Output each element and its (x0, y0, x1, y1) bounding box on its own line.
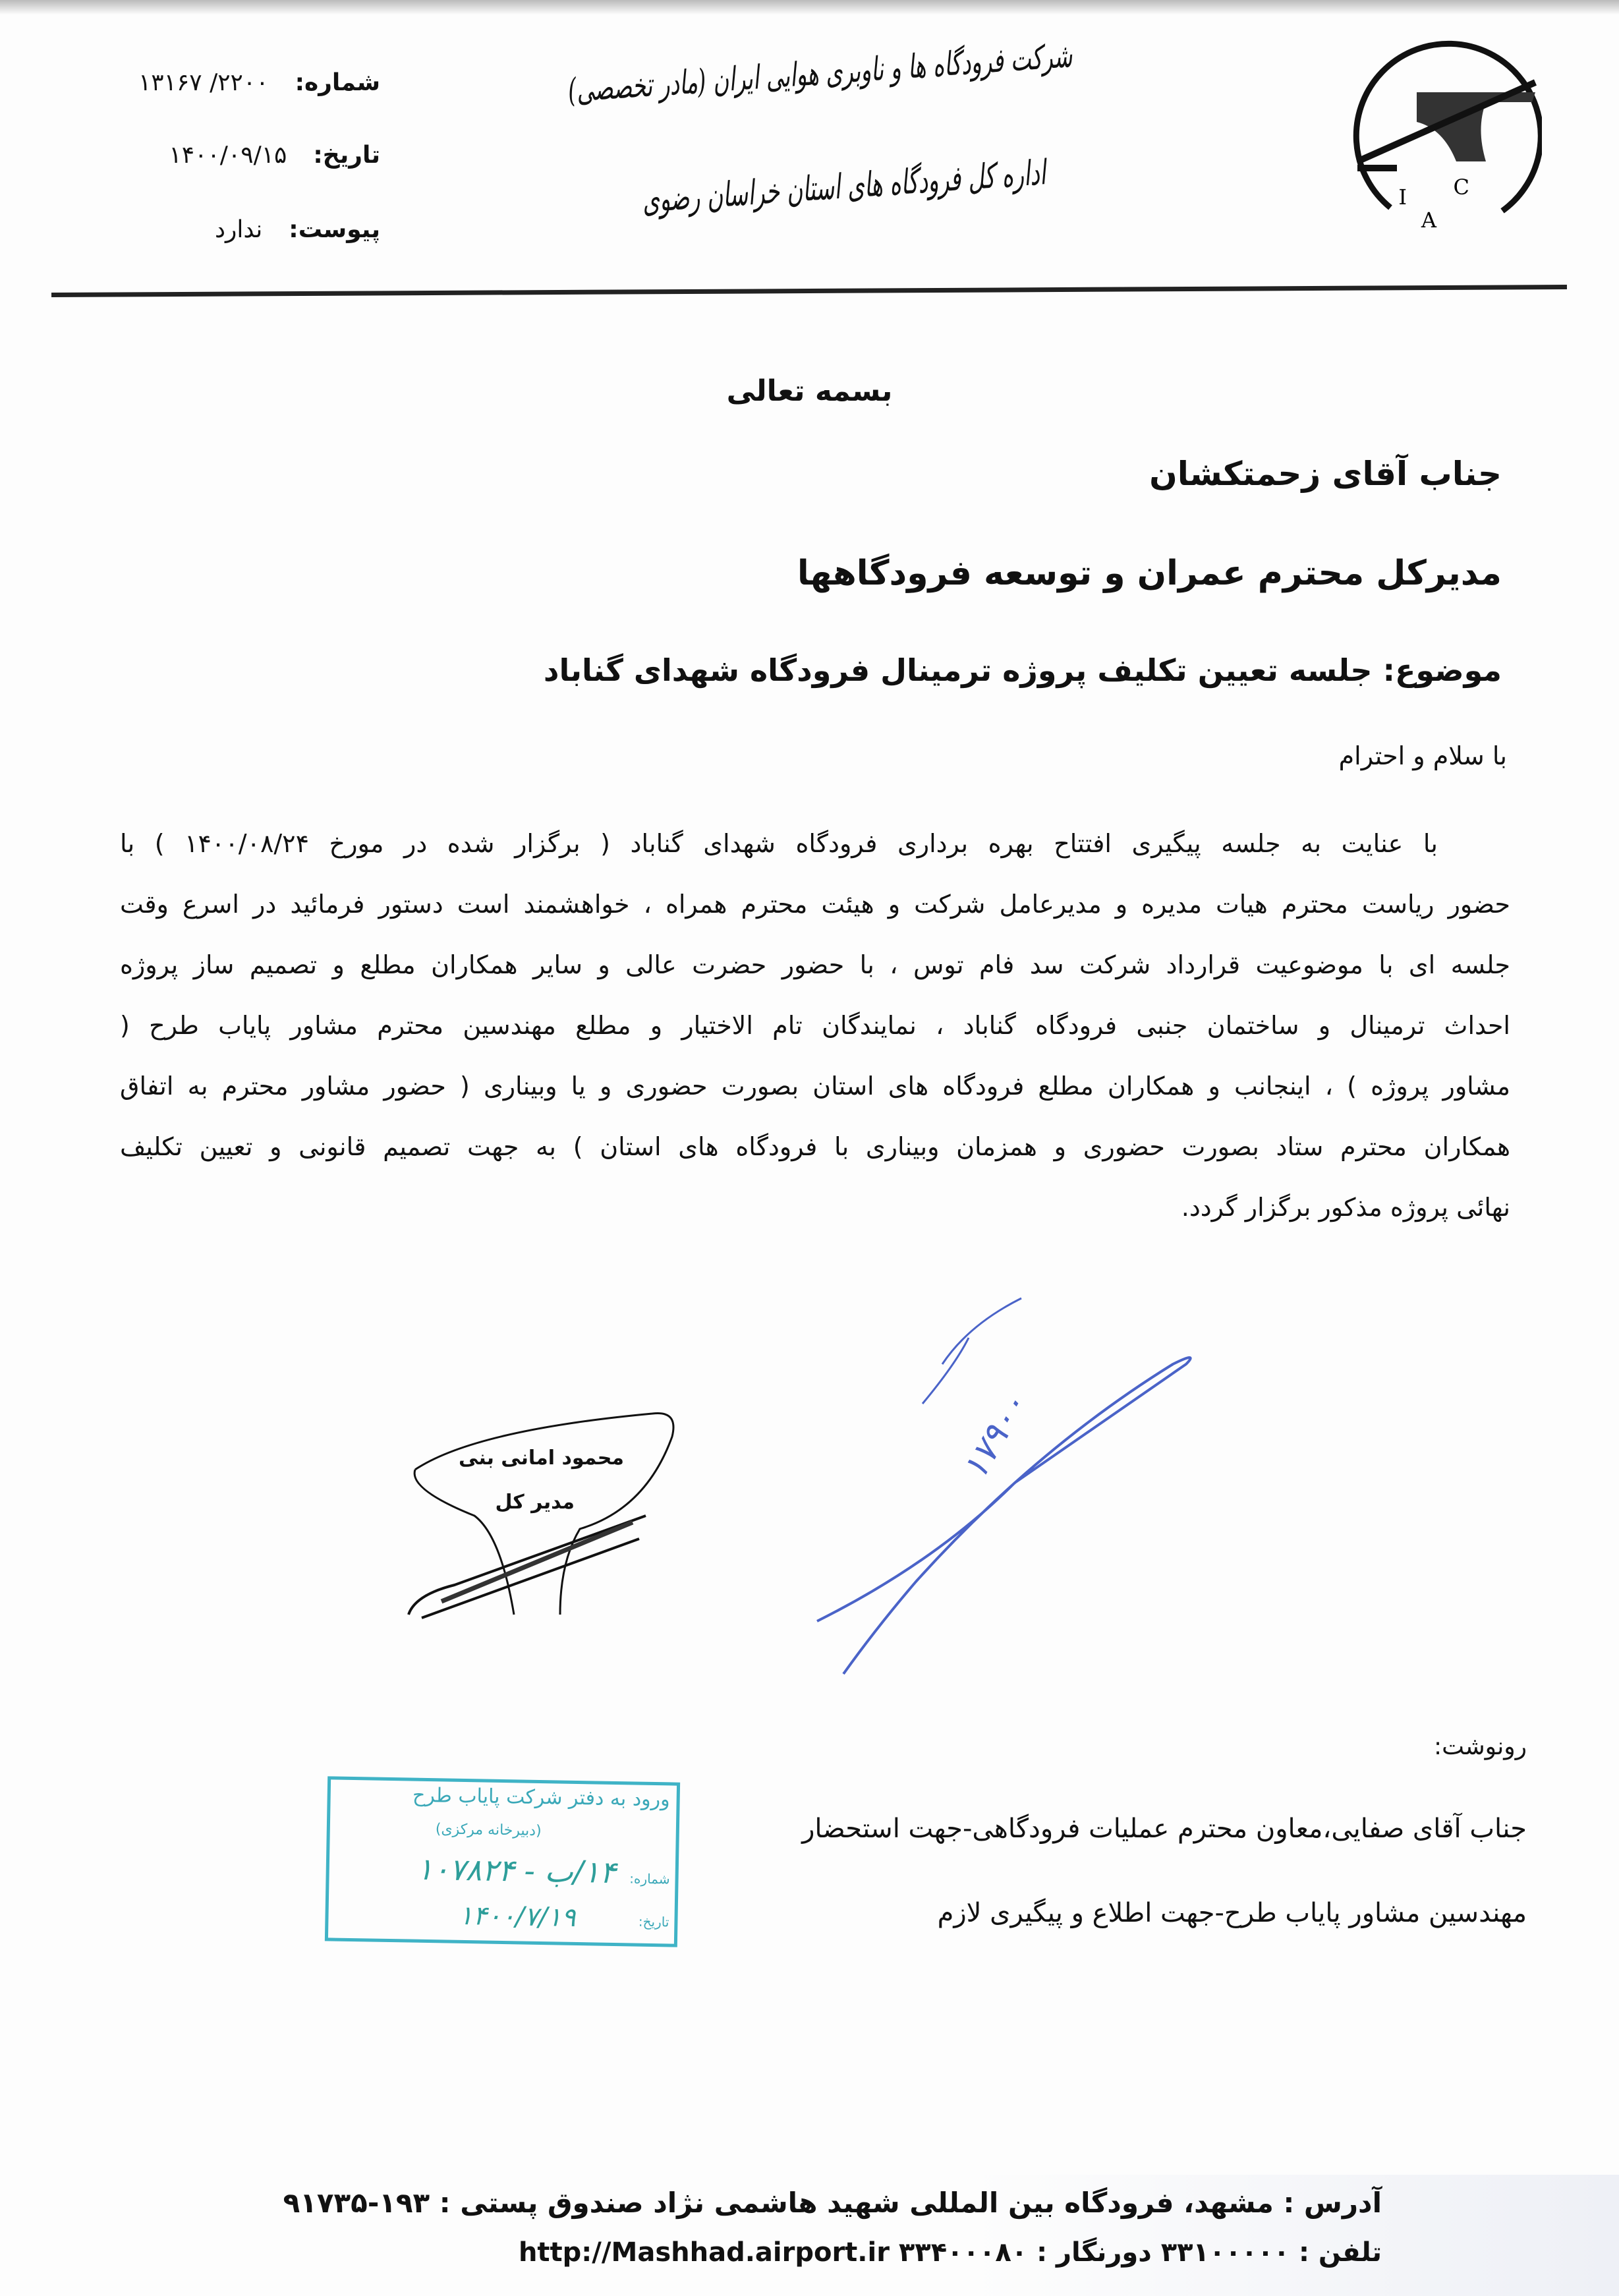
header-divider (51, 285, 1567, 297)
letter-body (120, 824, 1510, 1248)
svg-text:A: A (1421, 208, 1436, 233)
meta-value: ندارد (214, 216, 263, 243)
scan-shadow (0, 0, 1619, 14)
svg-text:I: I (1398, 185, 1407, 210)
subject-line: موضوع: جلسه تعیین تکلیف پروژه ترمینال فرودگاه شهدای گناباد (543, 652, 1502, 688)
letter-attachment (215, 216, 380, 243)
letter-number (138, 69, 380, 96)
received-stamp (325, 1776, 680, 1947)
handwritten-signature-icon (804, 1285, 1212, 1694)
recipient-name: جناب آقای زحمتکشان (1149, 455, 1502, 493)
meta-value: ۲۲۰۰/ ۱۳۱۶۷ (138, 69, 269, 96)
cc-label: رونوشت: (1433, 1733, 1527, 1760)
body-line: جلسه ای با موضوعیت قرارداد شرکت سد فام توس ، با حضور حضرت عالی و سایر همکاران مطلع و تصمیم ساز پروژه (120, 950, 1510, 979)
cc-item: مهندسین مشاور پایاب طرح-جهت اطلاع و پیگیری لازم (937, 1898, 1527, 1928)
body-line: نهائی پروژه مذکور برگزار گردد. (1181, 1193, 1510, 1222)
stamp-subtitle: (دبیرخانه مرکزی) (435, 1821, 542, 1840)
department-name: اداره کل فرودگاه های استان خراسان رضوی (640, 153, 1048, 221)
cc-item: جناب آقای صفایی،معاون محترم عملیات فرودگاهی-جهت استحضار (802, 1814, 1527, 1844)
signatory-name: محمود امانی بنی (458, 1447, 624, 1470)
stamp-date-label: تاریخ: (638, 1913, 669, 1930)
recipient-title: مدیرکل محترم عمران و توسعه فرودگاهها (797, 554, 1502, 593)
company-name: شرکت فرودگاه ها و ناوبری هوایی ایران (مادر تخصصی) (566, 36, 1074, 110)
meta-label: پیوست: (289, 216, 380, 243)
body-line: احداث ترمینال و ساختمان جنبی فرودگاه گناباد ، نمایندگان تام الاختیار و مطلع مهندسین محترم مشاور پایاب طرح ( (120, 1011, 1510, 1040)
handwritten-note: ۱۷۹۰۰ (954, 1387, 1035, 1487)
meta-label: شماره: (295, 69, 380, 96)
footer-address: آدرس : مشهد، فرودگاه بین المللی شهید هاشمی نژاد صندوق پستی : ۱۹۳-۹۱۷۳۵ (283, 2187, 1382, 2219)
stamp-title: ورود به دفتر شرکت پایاب طرح (412, 1783, 670, 1812)
greeting: با سلام و احترام (1338, 741, 1507, 770)
footer-phone: تلفن : ۳۳۱۰۰۰۰۰ دورنگار : ۳۳۴۰۰۰۸۰ http://Mashhad.airport.ir (518, 2237, 1382, 2268)
body-line: همکاران محترم ستاد بصورت حضوری و همزمان وبیناری با فرودگاه های استان ) به جهت تصمیم قانونی و تعیین تکلیف (120, 1132, 1510, 1161)
signatory-title: مدیر کل (495, 1491, 575, 1514)
body-line: با عنایت به جلسه پیگیری افتتاح بهره برداری فرودگاه شهدای گناباد ( برگزار شده در مورخ ۱۴۰۰/۰۸/۲۴ ) با (120, 829, 1438, 858)
svg-text:C: C (1453, 175, 1469, 200)
body-line: مشاور پروژه ) ، اینجانب و همکاران مطلع فرودگاه های استان بصورت حضوری و یا وبیناری ( حضور مشاور محترم به اتفاق (120, 1072, 1510, 1101)
stamp-number-value: ۱۴/ب - ۱۰۷۸۲۴ (416, 1851, 617, 1891)
invocation: بسمه تعالی (726, 374, 893, 408)
meta-value: ۱۴۰۰/۰۹/۱۵ (169, 142, 287, 169)
meta-label: تاریخ: (313, 142, 380, 169)
stamp-number-label: شماره: (629, 1870, 670, 1887)
stamp-date-value: ۱۴۰۰/۷/۱۹ (458, 1900, 576, 1933)
body-line: حضور ریاست محترم هیات مدیره و مدیرعامل شرکت و هیئت محترم همراه ، خواهشمند است دستور فرمائید در اسرع وقت (120, 890, 1510, 919)
letter-date (169, 142, 380, 169)
iac-logo-icon (1344, 30, 1542, 241)
